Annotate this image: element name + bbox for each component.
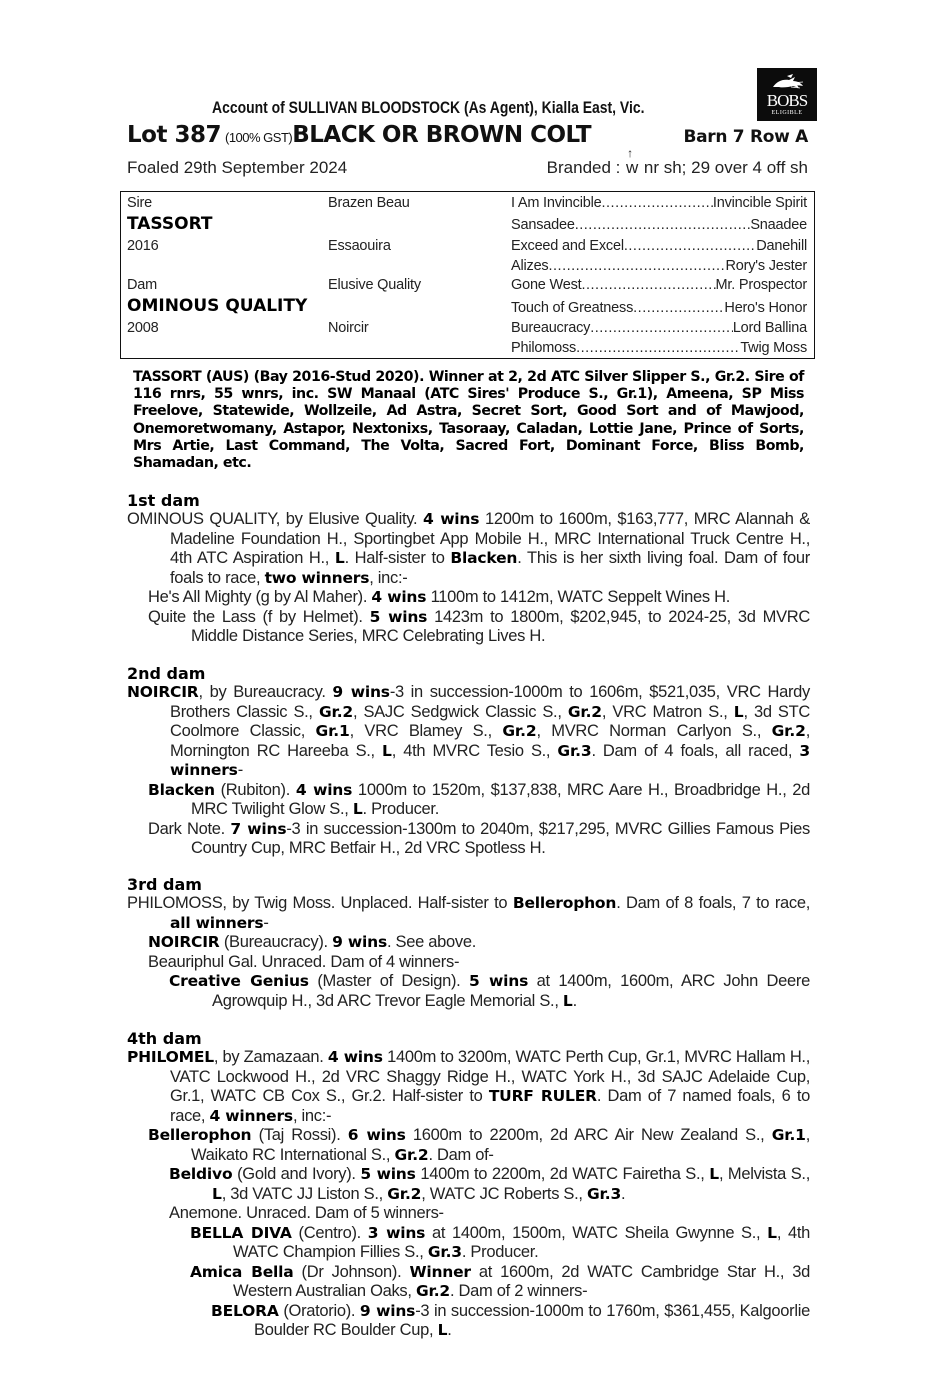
progeny-entry: Amica Bella (Dr Johnson). Winner at 1600m, 2d WATC Cambridge Star H., 3d Western Australian Oaks, Gr.2. Dam of 2 winners- <box>190 1262 811 1300</box>
dam-year: 2008 <box>127 320 159 336</box>
section-entries <box>127 1048 810 1341</box>
barn-location: Barn 7 Row A <box>683 127 808 147</box>
section-title: 1st dam <box>127 491 200 510</box>
progeny-entry: Blacken (Rubiton). 4 wins 1000m to 1520m, $137,838, MRC Aare H., Broadbridge H., 2d MRC Twilight Glow S., L. Producer. <box>148 780 811 818</box>
ancestor-row: Exceed and Excel ..... Danehill <box>511 238 807 254</box>
ancestor-row: Philomoss ..... Twig Moss <box>511 340 807 356</box>
progeny-entry: Dark Note. 7 wins-3 in succession-1300m to 2040m, $217,295, MVRC Gillies Famous Pies Country Cup, MRC Betfair H., 2d VRC Spotless H. <box>148 819 810 857</box>
dam-section-4 <box>127 1029 810 1341</box>
sire-label: Sire <box>127 195 152 211</box>
lot-number: Lot 387 <box>127 122 221 148</box>
section-title: 4th dam <box>127 1029 202 1048</box>
section-entries <box>127 510 810 647</box>
gst-note: (100% GST) <box>224 130 293 145</box>
dam-entry: PHILOMOSS, by Twig Moss. Unplaced. Half-sister to Bellerophon. Dam of 8 foals, 7 to race, all winners- <box>127 894 810 932</box>
progeny-entry: BELORA (Oratorio). 9 wins-3 in succession-1000m to 1760m, $361,455, Kalgoorlie Boulder RC Boulder Cup, L. <box>211 1301 810 1339</box>
branded-detail: nr sh; 29 over 4 off sh <box>643 158 808 177</box>
progeny-entry: Creative Genius (Master of Design). 5 wins at 1400m, 1600m, ARC John Deere Agrowquip H., 3d ARC Trevor Eagle Memorial S., L. <box>169 972 810 1010</box>
ancestor-row: Bureaucracy ..... Lord Ballina <box>511 320 807 336</box>
ancestor-row: Gone West ..... Mr. Prospector <box>511 277 807 293</box>
dam-section-2 <box>127 664 810 859</box>
dam-label: Dam <box>127 277 158 293</box>
ancestor-row: I Am Invincible ..... Invincible Spirit <box>511 195 807 211</box>
ancestor-row: Alizes ..... Rory's Jester <box>511 258 807 274</box>
section-entries <box>127 683 810 859</box>
dam-sire: Elusive Quality <box>328 277 421 293</box>
brand-mark-icon: ↑ w <box>626 146 639 177</box>
section-title: 3rd dam <box>127 875 202 894</box>
dam-name: OMINOUS QUALITY <box>127 296 308 316</box>
progeny-entry: He's All Mighty (g by Al Maher). 4 wins 1100m to 1412m, WATC Seppelt Wines H. <box>148 588 731 606</box>
section-entries <box>127 894 810 1011</box>
logo-subtext: ELIGIBLE <box>771 110 803 116</box>
sire-year: 2016 <box>127 238 159 254</box>
dam-section-1 <box>127 491 810 647</box>
lot-header <box>127 122 810 152</box>
dam-entry: NOIRCIR, by Bureaucracy. 9 wins-3 in succession-1000m to 1606m, $521,035, VRC Hardy Brothers Classic S., Gr.2, SAJC Sedgwick Classic S., Gr.2, VRC Matron S., L, 3d STC Coolmore Classic, Gr.1, VRC Blamey S., Gr.2, MVRC Norman Carlyon S., Gr.2, Mornington RC Hareeba S., L, 4th MVRC Tesio S., Gr.3. Dam of 4 foals, all raced, 3 winners- <box>127 683 811 779</box>
pedigree-table <box>120 191 815 359</box>
logo-text: BOBS <box>766 91 808 110</box>
foaled-date: Foaled 29th September 2024 <box>127 158 348 177</box>
bobs-eligible-logo <box>757 68 817 121</box>
branded-label: Branded : <box>546 158 621 177</box>
section-title: 2nd dam <box>127 664 206 683</box>
progeny-entry: Bellerophon (Taj Rossi). 6 wins 1600m to 2200m, 2d ARC Air New Zealand S., Gr.1, Waikato RC International S., Gr.2. Dam of- <box>148 1126 811 1164</box>
sire-sire: Brazen Beau <box>328 195 410 211</box>
dam-section-3 <box>127 875 810 1011</box>
progeny-entry: Beldivo (Gold and Ivory). 5 wins 1400m to 2200m, 2d WATC Fairetha S., L, Melvista S., L, 3d VATC JJ Liston S., Gr.2, WATC JC Roberts S., Gr.3. <box>169 1165 810 1203</box>
progeny-entry: Beauriphul Gal. Unraced. Dam of 4 winners- <box>148 952 460 971</box>
dam-entry: PHILOMEL, by Zamazaan. 4 wins 1400m to 3200m, WATC Perth Cup, Gr.1, MVRC Hallam H., VATC Lockwood H., 2d VRC Shaggy Ridge H., WATC York H., 3d SAJC Adelaide Cup, Gr.1, WATC CB Cox S., Gr.2. Half-sister to TURF RULER. Dam of 7 named foals, 6 to race, 4 winners, inc:- <box>127 1048 811 1125</box>
vendor-line: Account of SULLIVAN BLOODSTOCK (As Agent), Kialla East, Vic. <box>212 98 645 117</box>
sire-summary: TASSORT (AUS) (Bay 2016-Stud 2020). Winner at 2, 2d ATC Silver Slipper S., Gr.2. Sire of 116 rnrs, 55 wnrs, inc. SW Manaal (ATC Sires' Produce S., Gr.1), Ameena, SP Miss Freelove, Statewide, Wollzeile, Ad Astra, Secret Sort, Good Sort and of Mawjood, Onemoretwomany, Astapor, Nextonixs, Tasoraay, Caladan, Lottie Jane, Prince of Sorts, Mrs Artie, Last Command, The Volta, Sacred Fort, Dominant Force, Bliss Bomb, Shamadan, etc. <box>133 369 804 472</box>
progeny-entry: Quite the Lass (f by Helmet). 5 wins 1423m to 1800m, $202,945, to 2024-25, 3d MVRC Middle Distance Series, MRC Celebrating Lives H. <box>148 607 811 645</box>
ancestor-row: Sansadee ..... Snaadee <box>511 217 807 233</box>
progeny-entry: BELLA DIVA (Centro). 3 wins at 1400m, 1500m, WATC Sheila Gwynne S., L, 4th WATC Champion Fillies S., Gr.3. Producer. <box>190 1223 811 1261</box>
sire-name: TASSORT <box>127 214 213 234</box>
dam-entry: OMINOUS QUALITY, by Elusive Quality. 4 wins 1200m to 1600m, $163,777, MRC Alannah & Madeline Foundation H., Sportingbet App Mobile H., MRC International Truck Centre H., 4th ATC Aspiration H., L. Half-sister to Blacken. This is her sixth living foal. Dam of four foals to race, two winners, inc:- <box>127 510 811 587</box>
progeny-entry: Anemone. Unraced. Dam of 5 winners- <box>169 1204 444 1222</box>
horse-head-icon <box>769 73 805 93</box>
lot-description: BLACK OR BROWN COLT <box>292 122 592 148</box>
ancestor-row: Touch of Greatness ..... Hero's Honor <box>511 300 807 316</box>
progeny-entry: NOIRCIR (Bureaucracy). 9 wins. See above. <box>148 933 477 951</box>
sire-dam: Essaouira <box>328 238 391 254</box>
dam-dam: Noircir <box>328 320 369 336</box>
brand-info <box>546 146 808 178</box>
